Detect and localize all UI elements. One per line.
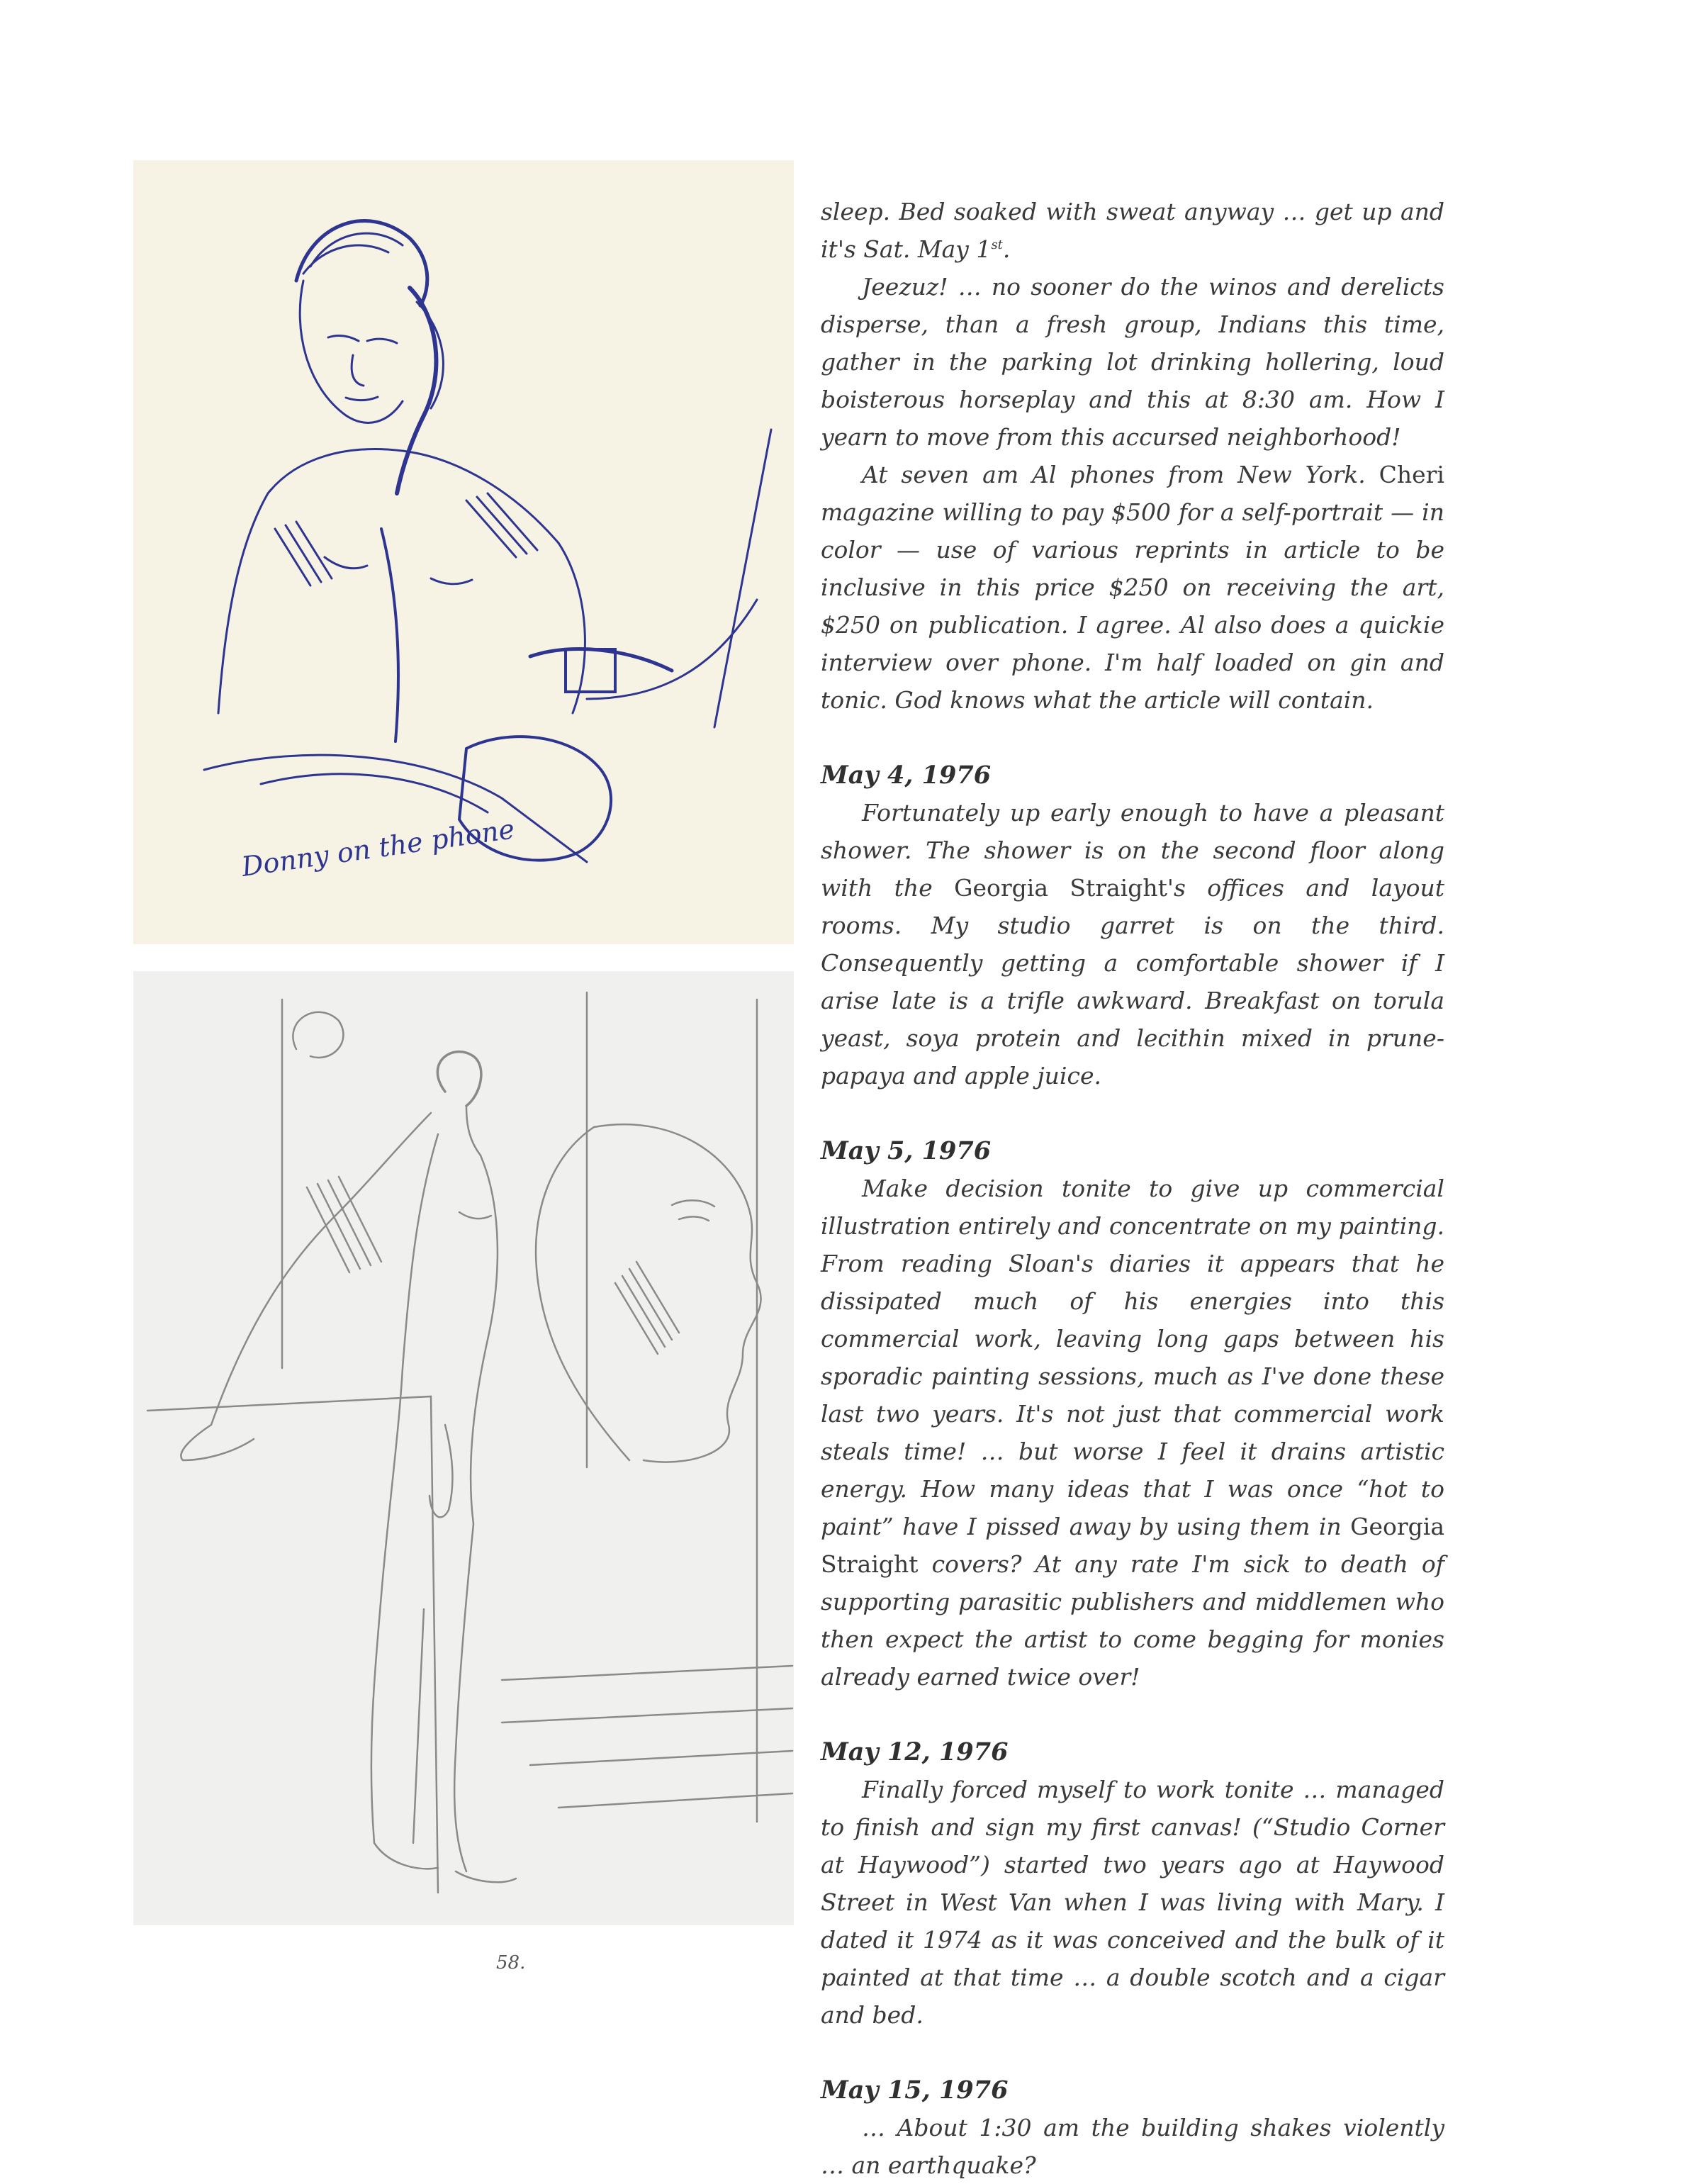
journal-text-column <box>821 193 1444 2184</box>
continuation-paragraph-1 <box>821 193 1444 268</box>
continuation-text: sleep. Bed soaked with sweat anyway … get up and it's Sat. May 1 <box>821 198 1444 263</box>
entry-date: May 4, 1976 <box>821 761 992 790</box>
continuation-text-end: . <box>1002 235 1011 263</box>
paragraph-text: At seven am Al phones from New York. <box>862 461 1366 488</box>
publication-title: Georgia Straight <box>954 874 1167 902</box>
entry-paragraph <box>821 1170 1444 1696</box>
entry-paragraph: Finally forced myself to work tonite … managed to finish and sign my first canvas! (“Studio Corner at Haywood”) started two years ago at Haywood Street in West Van when I was living with Mary. I dated it 1974 as it was conceived and the bulk of it painted at that time … a double scotch and a cigar and bed. <box>821 1776 1444 2029</box>
paragraph-text: Fortunately up early enough to have a pleasant shower. The shower is on the second floor along with the <box>821 799 1444 902</box>
pencil-sketch-drawing <box>133 971 794 1925</box>
entry-date: May 15, 1976 <box>821 2076 1009 2105</box>
publication-title: Georgia Straight <box>821 1513 1444 1578</box>
paragraph-text: 's offices and layout rooms. My studio garret is on the third. Consequently getting a comfortable shower if I arise late is a trifle awkward. Breakfast on torula yeast, soya protein and lecithin mixed in prune-papaya and apple juice. <box>821 874 1445 1090</box>
pencil-sketch-figure <box>133 971 794 1925</box>
paragraph-text: covers? At any rate I'm sick to death of supporting parasitic publishers and middlemen who then expect the artist to come begging for monies already earned twice over! <box>821 1550 1444 1691</box>
sketch-caption: Donny on the phone <box>240 813 517 883</box>
magazine-title: Cheri <box>1379 461 1444 488</box>
entry-date: May 12, 1976 <box>821 1737 1009 1766</box>
continuation-paragraph-3 <box>821 456 1444 719</box>
entry-paragraph <box>821 794 1444 1094</box>
paragraph-text: Make decision tonite to give up commercial illustration entirely and concentrate on my painting. From reading Sloan's diaries it appears that he dissipated much of his energies into this commercial work, leaving long gaps between his sporadic painting sessions, much as I've done these last two years. It's not just that commercial work steals time! … but worse I feel it drains artistic energy. How many ideas that I was once “hot to paint” have I pissed away by using them in <box>821 1175 1444 1540</box>
ballpoint-sketch-drawing <box>133 160 794 944</box>
ordinal-suffix: st <box>991 237 1003 252</box>
entry-date: May 5, 1976 <box>821 1136 992 1165</box>
entry-paragraph: … About 1:30 am the building shakes violently … an earthquake? <box>821 2114 1444 2179</box>
ballpoint-sketch-figure <box>133 160 794 944</box>
paragraph-text: magazine willing to pay $500 for a self-portrait — in color — use of various reprints in article to be inclusive in this price $250 on receiving the art, $250 on publication. I agree. Al also does a quickie interview over phone. I'm half loaded on gin and tonic. God knows what the article will contain. <box>821 498 1444 714</box>
continuation-paragraph-2: Jeezuz! … no sooner do the winos and derelicts disperse, than a fresh group, Indians this time, gather in the parking lot drinking hollering, loud boisterous horseplay and this at 8:30 am. How I yearn to move from this accursed neighborhood! <box>821 273 1444 451</box>
page-number: 58. <box>496 1952 526 1973</box>
